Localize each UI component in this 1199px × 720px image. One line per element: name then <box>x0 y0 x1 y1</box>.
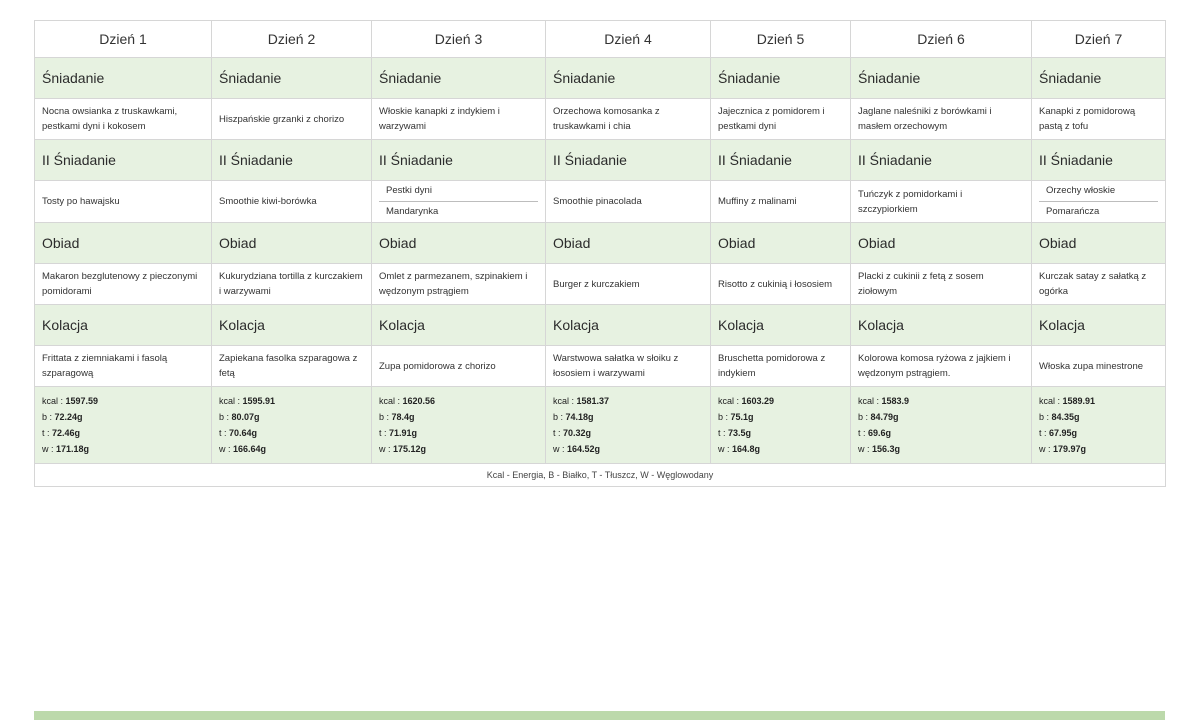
nutrition-label: kcal : <box>553 396 577 406</box>
day-header: Dzień 2 <box>212 21 372 58</box>
nutrition-label: w : <box>219 444 234 454</box>
meal-heading: Śniadanie <box>711 58 851 99</box>
nutrition-label: kcal : <box>42 396 66 406</box>
nutrition-line-t <box>553 425 703 441</box>
meal-heading: II Śniadanie <box>851 140 1032 181</box>
dish-cell <box>212 264 372 305</box>
nutrition-line-t <box>379 425 538 441</box>
nutrition-label: b : <box>219 412 232 422</box>
day-header-row <box>35 21 1166 58</box>
dish-cell <box>1032 264 1166 305</box>
nutrition-value: 171.18g <box>56 444 90 454</box>
dish-item: Jaglane naleśniki z borówkami i masłem orzechowym <box>858 106 992 132</box>
nutrition-line-t <box>219 425 364 441</box>
dish-item: Jajecznica z pomidorem i pestkami dyni <box>718 106 825 132</box>
meal-heading: II Śniadanie <box>372 140 546 181</box>
nutrition-value: 67.95g <box>1049 428 1078 438</box>
nutrition-value: 73.5g <box>728 428 752 438</box>
nutrition-line-b <box>553 409 703 425</box>
meal-heading: Kolacja <box>851 305 1032 346</box>
meal-heading: Śniadanie <box>212 58 372 99</box>
nutrition-label: t : <box>1039 428 1050 438</box>
nutrition-value: 70.32g <box>563 428 592 438</box>
meal-heading: Obiad <box>851 223 1032 264</box>
dish-item: Kurczak satay z sałatką z ogórka <box>1039 271 1147 297</box>
meal-heading: Obiad <box>1032 223 1166 264</box>
nutrition-line-b <box>718 409 843 425</box>
meal-heading: Kolacja <box>546 305 711 346</box>
dish-item: Kolorowa komosa ryżowa z jajkiem i wędzonym pstrągiem. <box>858 353 1011 379</box>
meal-heading: II Śniadanie <box>711 140 851 181</box>
nutrition-value: 175.12g <box>393 444 427 454</box>
nutrition-line-kcal <box>42 393 204 409</box>
dish-cell <box>1032 346 1166 387</box>
nutrition-cell <box>35 387 212 464</box>
nutrition-label: kcal : <box>219 396 243 406</box>
dish-item: Bruschetta pomidorowa z indykiem <box>718 353 826 379</box>
nutrition-value: 1595.91 <box>242 396 276 406</box>
nutrition-line-b <box>42 409 204 425</box>
dish-item: Włoska zupa minestrone <box>1039 360 1144 372</box>
nutrition-label: b : <box>553 412 566 422</box>
dish-cell <box>851 99 1032 140</box>
nutrition-label: w : <box>718 444 733 454</box>
nutrition-value: 1603.29 <box>741 396 775 406</box>
dish-item: Hiszpańskie grzanki z chorizo <box>219 113 345 125</box>
dish-item: Kukurydziana tortilla z kurczakiem i warzywami <box>219 271 363 297</box>
dish-cell <box>546 264 711 305</box>
nutrition-line-b <box>379 409 538 425</box>
nutrition-line-b <box>219 409 364 425</box>
nutrition-label: w : <box>553 444 568 454</box>
dish-cell <box>851 264 1032 305</box>
dish-row <box>35 264 1166 305</box>
meal-heading: Obiad <box>711 223 851 264</box>
dish-item: Burger z kurczakiem <box>553 278 640 290</box>
dish-item: Nocna owsianka z truskawkami, pestkami dyni i kokosem <box>42 106 178 132</box>
meal-heading: Kolacja <box>711 305 851 346</box>
dish-item: Kanapki z pomidorową pastą z tofu <box>1039 106 1136 132</box>
nutrition-value: 72.24g <box>54 412 83 422</box>
dish-row <box>35 346 1166 387</box>
nutrition-label: w : <box>42 444 57 454</box>
legend-text: Kcal - Energia, B - Białko, T - Tłuszcz, W - Węglowodany <box>35 464 1166 487</box>
dish-cell <box>212 346 372 387</box>
nutrition-value: 1620.56 <box>402 396 436 406</box>
dish-cell <box>711 99 851 140</box>
nutrition-line-w <box>219 441 364 457</box>
meal-heading: Śniadanie <box>35 58 212 99</box>
dish-item: Pestki dyni <box>386 185 432 196</box>
dish-item: Omlet z parmezanem, szpinakiem i wędzonym pstrągiem <box>379 271 528 297</box>
nutrition-label: w : <box>1039 444 1054 454</box>
nutrition-value: 80.07g <box>231 412 260 422</box>
nutrition-line-kcal <box>718 393 843 409</box>
meal-heading: Obiad <box>372 223 546 264</box>
nutrition-cell <box>851 387 1032 464</box>
nutrition-line-b <box>1039 409 1158 425</box>
nutrition-value: 1583.9 <box>881 396 910 406</box>
nutrition-value: 74.18g <box>565 412 594 422</box>
nutrition-cell <box>1032 387 1166 464</box>
dish-item: Tosty po hawajsku <box>42 196 120 207</box>
nutrition-label: t : <box>379 428 390 438</box>
dish-cell <box>35 346 212 387</box>
dish-item: Orzechy włoskie <box>1046 185 1116 196</box>
meal-heading: Kolacja <box>212 305 372 346</box>
day-header: Dzień 5 <box>711 21 851 58</box>
dish-item: Placki z cukinii z fetą z sosem ziołowym <box>858 271 984 297</box>
nutrition-line-t <box>718 425 843 441</box>
dish-row <box>35 181 1166 223</box>
nutrition-label: w : <box>858 444 873 454</box>
meal-heading: Kolacja <box>35 305 212 346</box>
nutrition-line-w <box>553 441 703 457</box>
dish-cell <box>372 181 546 223</box>
dish-item: Makaron bezglutenowy z pieczonymi pomidorami <box>42 271 198 297</box>
dish-cell <box>372 99 546 140</box>
dish-cell <box>35 264 212 305</box>
dish-item: Tuńczyk z pomidorkami i szczypiorkiem <box>858 188 963 215</box>
nutrition-cell <box>711 387 851 464</box>
nutrition-row <box>35 387 1166 464</box>
nutrition-value: 1581.37 <box>576 396 610 406</box>
nutrition-line-b <box>858 409 1024 425</box>
nutrition-value: 164.52g <box>567 444 601 454</box>
meal-heading-row <box>35 305 1166 346</box>
nutrition-value: 78.4g <box>391 412 415 422</box>
dish-item: Mandarynka <box>379 201 538 222</box>
dish-item: Warstwowa sałatka w słoiku z łososiem i warzywami <box>553 353 679 379</box>
nutrition-value: 1589.91 <box>1062 396 1096 406</box>
meal-heading: Śniadanie <box>1032 58 1166 99</box>
nutrition-label: b : <box>1039 412 1052 422</box>
nutrition-label: kcal : <box>718 396 742 406</box>
meal-heading: Śniadanie <box>851 58 1032 99</box>
meal-heading: Obiad <box>212 223 372 264</box>
dish-item: Smoothie kiwi-borówka <box>219 196 317 207</box>
footer-band <box>34 711 1165 720</box>
meal-heading: Śniadanie <box>372 58 546 99</box>
dish-item: Smoothie pinacolada <box>553 196 642 207</box>
nutrition-cell <box>212 387 372 464</box>
dish-cell <box>35 181 212 223</box>
day-header: Dzień 4 <box>546 21 711 58</box>
day-header: Dzień 1 <box>35 21 212 58</box>
dish-item: Risotto z cukinią i łososiem <box>718 278 833 290</box>
nutrition-label: t : <box>553 428 564 438</box>
dish-cell <box>35 99 212 140</box>
meal-heading-row <box>35 140 1166 181</box>
meal-heading: Obiad <box>546 223 711 264</box>
nutrition-value: 70.64g <box>229 428 258 438</box>
nutrition-label: b : <box>379 412 392 422</box>
meal-heading: II Śniadanie <box>212 140 372 181</box>
dish-cell <box>372 264 546 305</box>
nutrition-line-t <box>858 425 1024 441</box>
nutrition-value: 69.6g <box>868 428 892 438</box>
nutrition-label: t : <box>42 428 53 438</box>
legend-row <box>35 464 1166 487</box>
meal-heading-row <box>35 58 1166 99</box>
dish-cell <box>711 264 851 305</box>
nutrition-label: t : <box>718 428 729 438</box>
nutrition-value: 179.97g <box>1053 444 1087 454</box>
nutrition-cell <box>546 387 711 464</box>
nutrition-value: 156.3g <box>872 444 901 454</box>
nutrition-line-t <box>1039 425 1158 441</box>
dish-item: Zupa pomidorowa z chorizo <box>379 360 496 372</box>
day-header: Dzień 3 <box>372 21 546 58</box>
nutrition-label: b : <box>42 412 55 422</box>
nutrition-line-kcal <box>553 393 703 409</box>
dish-cell <box>711 181 851 223</box>
nutrition-line-w <box>379 441 538 457</box>
dish-row <box>35 99 1166 140</box>
nutrition-line-w <box>858 441 1024 457</box>
dish-cell <box>212 181 372 223</box>
meal-heading: Kolacja <box>1032 305 1166 346</box>
meal-heading: II Śniadanie <box>546 140 711 181</box>
nutrition-value: 166.64g <box>233 444 267 454</box>
dish-cell <box>851 346 1032 387</box>
meal-heading: II Śniadanie <box>1032 140 1166 181</box>
dish-item: Pomarańcza <box>1039 201 1158 222</box>
nutrition-label: kcal : <box>858 396 882 406</box>
dish-cell <box>372 346 546 387</box>
meal-heading: Śniadanie <box>546 58 711 99</box>
meal-plan-table <box>34 20 1166 487</box>
nutrition-line-w <box>1039 441 1158 457</box>
nutrition-label: kcal : <box>1039 396 1063 406</box>
nutrition-label: b : <box>718 412 731 422</box>
nutrition-line-w <box>718 441 843 457</box>
nutrition-line-kcal <box>379 393 538 409</box>
meal-heading: II Śniadanie <box>35 140 212 181</box>
dish-item: Muffiny z malinami <box>718 196 797 207</box>
dish-item: Frittata z ziemniakami i fasolą szparagową <box>42 353 168 379</box>
dish-item: Zapiekana fasolka szparagowa z fetą <box>219 353 358 379</box>
dish-cell <box>711 346 851 387</box>
nutrition-cell <box>372 387 546 464</box>
dish-item: Orzechowa komosanka z truskawkami i chia <box>553 106 660 132</box>
dish-item: Włoskie kanapki z indykiem i warzywami <box>379 106 500 132</box>
nutrition-value: 84.79g <box>870 412 899 422</box>
nutrition-label: b : <box>858 412 871 422</box>
dish-cell <box>851 181 1032 223</box>
dish-cell <box>546 181 711 223</box>
nutrition-label: w : <box>379 444 394 454</box>
dish-cell <box>1032 99 1166 140</box>
nutrition-value: 1597.59 <box>65 396 99 406</box>
nutrition-value: 75.1g <box>730 412 754 422</box>
meal-heading: Obiad <box>35 223 212 264</box>
meal-heading: Kolacja <box>372 305 546 346</box>
nutrition-line-kcal <box>219 393 364 409</box>
day-header: Dzień 7 <box>1032 21 1166 58</box>
nutrition-value: 164.8g <box>732 444 761 454</box>
dish-cell <box>212 99 372 140</box>
nutrition-value: 84.35g <box>1051 412 1080 422</box>
dish-cell <box>1032 181 1166 223</box>
nutrition-line-kcal <box>1039 393 1158 409</box>
dish-cell <box>546 346 711 387</box>
dish-cell <box>546 99 711 140</box>
nutrition-label: t : <box>219 428 230 438</box>
nutrition-value: 72.46g <box>52 428 81 438</box>
nutrition-value: 71.91g <box>389 428 418 438</box>
day-header: Dzień 6 <box>851 21 1032 58</box>
meal-heading-row <box>35 223 1166 264</box>
nutrition-label: t : <box>858 428 869 438</box>
nutrition-line-w <box>42 441 204 457</box>
nutrition-line-kcal <box>858 393 1024 409</box>
nutrition-line-t <box>42 425 204 441</box>
nutrition-label: kcal : <box>379 396 403 406</box>
